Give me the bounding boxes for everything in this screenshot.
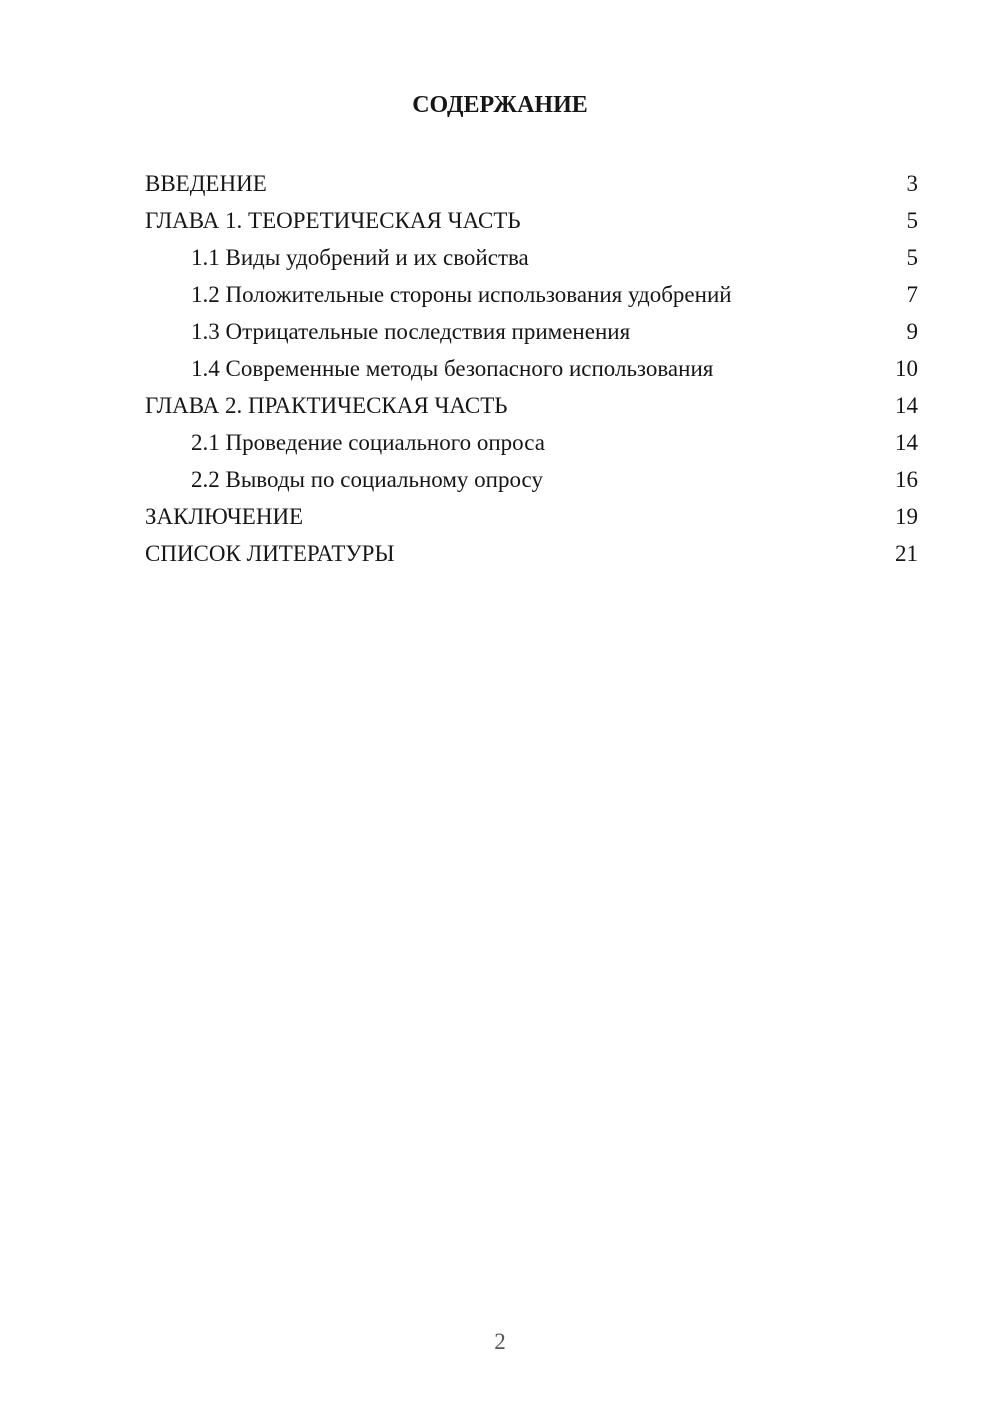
toc-entry-page-number: 3 (906, 171, 918, 196)
toc-entry-label: СПИСОК ЛИТЕРАТУРЫ (145, 541, 395, 566)
page-title: СОДЕРЖАНИЕ (412, 92, 588, 118)
toc-entry-label: 1.2 Положительные стороны использования удобрений (191, 282, 732, 307)
toc-entry-page-number: 14 (895, 393, 918, 418)
toc-entry-label: 1.3 Отрицательные последствия применения (191, 319, 631, 344)
toc-entry-page-number: 9 (906, 319, 918, 344)
toc-entry-label: 1.4 Современные методы безопасного использования (191, 356, 714, 381)
toc-entry (145, 276, 918, 313)
toc-entry (145, 313, 918, 350)
toc-entry-page-number: 7 (906, 282, 918, 307)
toc-entry (145, 498, 918, 535)
toc-entry (145, 202, 918, 239)
toc-entry (145, 535, 918, 572)
toc-entry-page-number: 10 (895, 356, 918, 381)
toc-entry-page-number: 5 (906, 208, 918, 233)
toc-entry (145, 350, 918, 387)
toc-entry-label: ГЛАВА 2. ПРАКТИЧЕСКАЯ ЧАСТЬ (145, 393, 508, 418)
toc-entry (145, 165, 918, 202)
toc-entry-page-number: 19 (895, 504, 918, 529)
footer-page-number: 2 (494, 1329, 506, 1354)
toc-entry (145, 239, 918, 276)
toc-entry-label: ЗАКЛЮЧЕНИЕ (145, 504, 304, 529)
toc-entry-label: ГЛАВА 1. ТЕОРЕТИЧЕСКАЯ ЧАСТЬ (145, 208, 521, 233)
toc-entry-label: 2.1 Проведение социального опроса (191, 430, 545, 455)
toc-entry-page-number: 14 (895, 430, 918, 455)
toc-entry-page-number: 16 (895, 467, 918, 492)
toc-entry (145, 424, 918, 461)
toc-entry-label: 1.1 Виды удобрений и их свойства (191, 245, 529, 270)
toc-entry (145, 461, 918, 498)
toc-entry-label: ВВЕДЕНИЕ (145, 171, 267, 196)
table-of-contents (145, 165, 918, 572)
toc-entry (145, 387, 918, 424)
toc-entry-page-number: 21 (895, 541, 918, 566)
toc-entry-label: 2.2 Выводы по социальному опросу (191, 467, 543, 492)
toc-entry-page-number: 5 (906, 245, 918, 270)
